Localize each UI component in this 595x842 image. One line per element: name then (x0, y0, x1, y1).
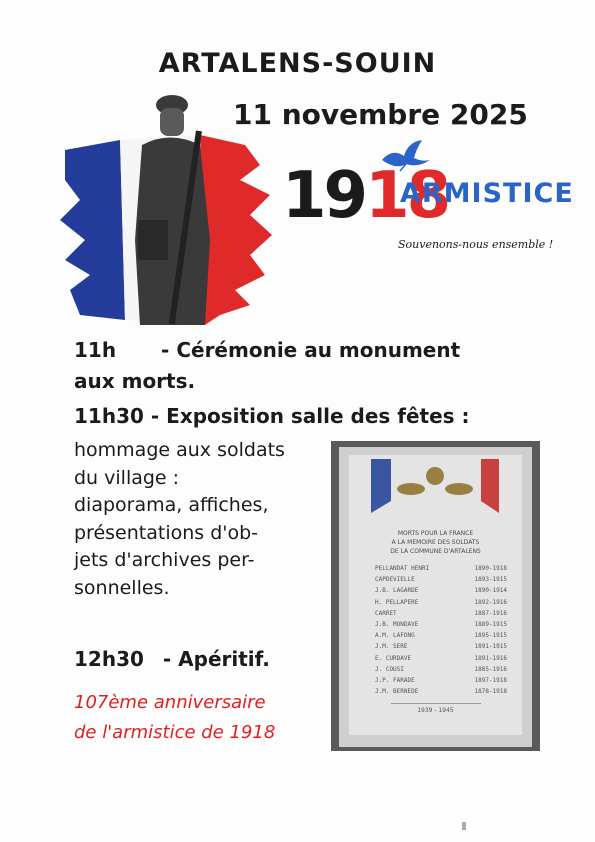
memorial-name: CAPDEVIELLE (375, 576, 415, 584)
memorial-name: J.M. SERE (375, 643, 408, 651)
memorial-name-row (375, 608, 507, 619)
town-title: ARTALENS-SOUIN (158, 48, 437, 79)
memorial-name: J.B. MONDAVE (375, 621, 419, 629)
memorial-name: J.B. LAGARDE (375, 587, 419, 595)
program-sep: - (161, 338, 170, 362)
memorial-names-list (375, 563, 507, 697)
memorial-name-row (375, 597, 507, 608)
program-item-11h (74, 338, 460, 362)
flag-soldier-illustration (60, 90, 275, 325)
program-item-11h30 (74, 404, 470, 428)
exhibit-line: hommage aux soldats (74, 439, 285, 461)
exhibit-line: du village : (74, 466, 180, 489)
memorial-name-row (375, 664, 507, 675)
memorial-name-row (375, 574, 507, 585)
program-time: 11h (74, 338, 117, 362)
memorial-name-row (375, 585, 507, 596)
program-text: Cérémonie au monument (176, 338, 461, 362)
memorial-name: J.P. FARADE (375, 677, 415, 685)
memorial-name-row (375, 563, 507, 574)
memorial-name-row (375, 619, 507, 630)
memorial-name: A.M. LAFONG (375, 632, 415, 640)
program-sep: - (162, 647, 172, 671)
memorial-years: 1890-1918 (474, 565, 507, 572)
memorial-name: J.M. BERNEDE (375, 688, 419, 696)
memorial-years: 1892-1916 (474, 598, 507, 606)
memorial-name: PELLANDAT HENRI (375, 565, 430, 572)
exhibit-line: présentations d'ob- (74, 521, 259, 544)
memorial-years: 1893-1915 (474, 576, 507, 584)
memorial-years: 1878-1918 (474, 688, 507, 696)
memorial-years: 1887-1916 (474, 609, 507, 617)
scan-mark (462, 822, 466, 830)
memorial-heading: A LA MEMOIRE DES SOLDATS (391, 539, 480, 546)
war-memorial-photo (331, 441, 540, 751)
memorial-years: 1891-1916 (474, 654, 507, 662)
anniversary-line: de l'armistice de 1918 (74, 722, 276, 743)
logo-year-part2: 18 (365, 159, 449, 233)
memorial-name: CARRET (375, 609, 397, 617)
anniversary-line: 107ème anniversaire (74, 692, 266, 713)
program-item-12h30 (74, 647, 270, 671)
event-date: 11 novembre 2025 (233, 98, 528, 131)
memorial-name: H. PELLAPERE (375, 598, 419, 606)
program-time: 12h30 (74, 647, 144, 671)
logo-year-part1: 19 (282, 159, 366, 233)
program-text: Exposition salle des fêtes : (166, 404, 470, 428)
program-item-11h-cont: aux morts. (74, 369, 196, 393)
soldier-silhouette (135, 95, 210, 325)
memorial-name: J. COUSI (375, 665, 404, 673)
logo-word: ARMISTICE (400, 178, 574, 209)
memorial-years: 1891-1915 (474, 643, 507, 651)
memorial-name: E. CURDAVE (375, 654, 412, 662)
memorial-name-row (375, 630, 507, 641)
memorial-years: 1890-1914 (474, 587, 507, 595)
memorial-years: 1897-1918 (474, 677, 507, 685)
memorial-name-row (375, 641, 507, 652)
memorial-name-row (375, 686, 507, 697)
exhibit-line: sonnelles. (74, 576, 170, 599)
exhibit-description (74, 437, 285, 602)
exhibit-line: diaporama, affiches, (74, 494, 269, 516)
memorial-heading: DE LA COMMUNE D'ARTALENS (390, 548, 481, 555)
logo-motto: Souvenons-nous ensemble ! (398, 238, 554, 251)
anniversary-note (74, 688, 275, 748)
memorial-years: 1885-1916 (474, 665, 507, 673)
memorial-name-row (375, 653, 507, 664)
program-time: 11h30 (74, 404, 144, 428)
memorial-heading: MORTS POUR LA FRANCE (397, 530, 474, 537)
memorial-ww2-title: 1939 - 1945 (417, 707, 454, 714)
memorial-years: 1895-1915 (474, 632, 507, 640)
memorial-name-row (375, 675, 507, 686)
memorial-years: 1889-1915 (474, 621, 507, 629)
program-sep: - (150, 404, 160, 428)
program-text: Apéritif. (178, 647, 270, 671)
exhibit-line: jets d'archives per- (74, 549, 255, 571)
